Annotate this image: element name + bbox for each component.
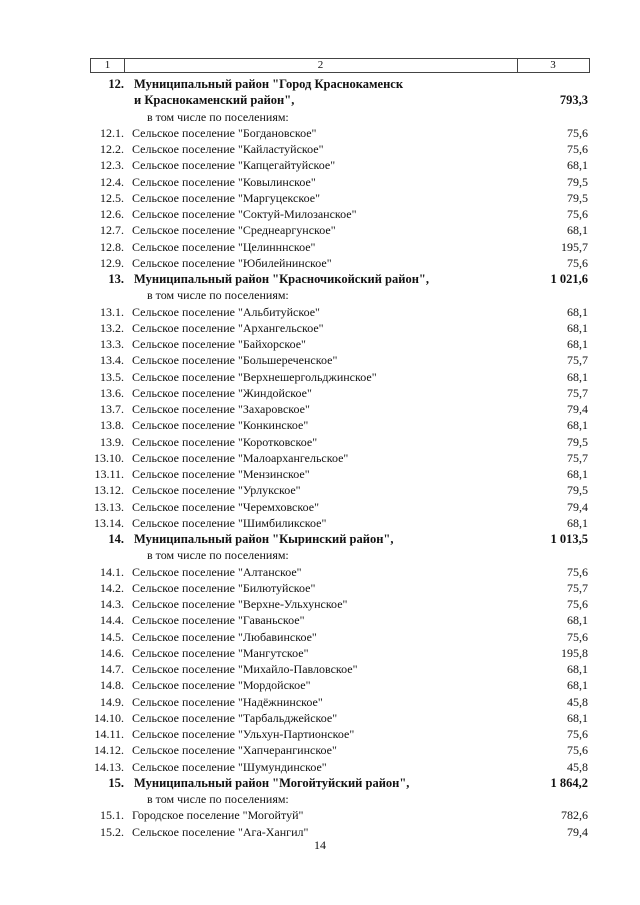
row-value: 782,6 xyxy=(561,808,588,823)
row-value: 75,6 xyxy=(567,564,588,579)
row-number: 13.11. xyxy=(94,467,124,481)
row-value: 79,5 xyxy=(567,190,588,205)
row-value: 75,6 xyxy=(567,743,588,758)
settlement-row xyxy=(0,401,640,417)
row-number: 14.9. xyxy=(100,694,124,709)
row-name: Сельское поселение "Конкинское" xyxy=(132,418,309,433)
row-value: 68,1 xyxy=(567,710,588,725)
row-name: Сельское поселение "Шимбиликское" xyxy=(132,515,327,530)
settlement-row xyxy=(0,629,640,645)
row-number: 14.6. xyxy=(100,645,124,660)
settlement-row xyxy=(0,677,640,693)
row-name: Городское поселение "Могойтуй" xyxy=(132,808,304,823)
row-number: 13.8. xyxy=(100,418,124,433)
row-number: 14.5. xyxy=(100,629,124,644)
row-name: Сельское поселение "Альбитуйское" xyxy=(132,304,320,319)
settlement-row xyxy=(0,141,640,157)
row-number: 13.9. xyxy=(100,434,124,449)
row-name: Сельское поселение "Черемховское" xyxy=(132,499,319,514)
row-name: Сельское поселение "Алтанское" xyxy=(132,564,302,579)
row-value: 1 013,5 xyxy=(550,532,588,546)
row-name: в том числе по поселениям: xyxy=(147,792,289,806)
settlement-row xyxy=(0,450,640,466)
row-number: 15.2. xyxy=(100,824,124,839)
row-name: Сельское поселение "Среднеаргунское" xyxy=(132,223,336,238)
settlement-row xyxy=(0,125,640,141)
row-number: 13.10. xyxy=(94,450,124,465)
settlement-row xyxy=(0,157,640,173)
row-number: 13.14. xyxy=(94,515,124,530)
row-number: 12.5. xyxy=(100,190,124,205)
header-column-1: 1 xyxy=(91,59,125,72)
row-number: 13. xyxy=(108,272,124,286)
row-number: 14.12. xyxy=(94,743,124,758)
row-value: 75,6 xyxy=(567,142,588,156)
subheading-row xyxy=(0,287,640,303)
row-name: Сельское поселение "Архангельское" xyxy=(132,320,324,335)
row-value: 195,8 xyxy=(561,645,588,660)
settlement-row xyxy=(0,369,640,385)
row-name: Сельское поселение "Жиндойское" xyxy=(132,385,312,400)
row-number: 13.2. xyxy=(100,320,124,335)
row-value: 195,7 xyxy=(561,239,588,254)
row-number: 13.6. xyxy=(100,385,124,400)
header-column-3: 3 xyxy=(550,59,556,71)
row-number: 12.9. xyxy=(100,255,124,270)
row-name: Сельское поселение "Капцегайтуйское" xyxy=(132,158,336,173)
row-name: Сельское поселение "Урлукское" xyxy=(132,483,301,498)
row-number: 13.7. xyxy=(100,402,124,416)
row-number: 14.8. xyxy=(100,678,124,693)
row-name: в том числе по поселениям: xyxy=(147,109,289,124)
settlement-row xyxy=(0,352,640,368)
row-name: Сельское поселение "Малоархангельское" xyxy=(132,450,349,465)
row-name: Сельское поселение "Мордойское" xyxy=(132,678,311,693)
row-name: Сельское поселение "Коротковское" xyxy=(132,434,318,449)
row-number: 12.7. xyxy=(100,223,124,238)
settlement-row xyxy=(0,515,640,531)
row-value: 75,6 xyxy=(567,125,588,140)
row-name: Сельское поселение "Михайло-Павловское" xyxy=(132,662,358,676)
settlement-row xyxy=(0,174,640,190)
row-value: 75,6 xyxy=(567,629,588,644)
row-name: Сельское поселение "Соктуй-Милозанское" xyxy=(132,207,357,221)
row-name: Сельское поселение "Мангутское" xyxy=(132,645,309,660)
page-number: 14 xyxy=(314,838,326,852)
settlement-row xyxy=(0,320,640,336)
row-value: 793,3 xyxy=(559,93,588,108)
district-row xyxy=(0,92,640,108)
row-value: 75,7 xyxy=(567,450,588,465)
row-value: 68,1 xyxy=(567,337,588,351)
row-name: Сельское поселение "Шумундинское" xyxy=(132,759,327,774)
settlement-row xyxy=(0,385,640,401)
row-value: 75,7 xyxy=(567,580,588,595)
row-name: Муниципальный район "Город Краснокаменск xyxy=(134,77,404,91)
settlement-row xyxy=(0,466,640,482)
settlement-row xyxy=(0,759,640,775)
header-column-2: 2 xyxy=(124,59,518,72)
settlement-row xyxy=(0,222,640,238)
row-number: 13.5. xyxy=(100,369,124,384)
row-number: 14.11. xyxy=(94,727,124,741)
settlement-row xyxy=(0,239,640,255)
district-row xyxy=(0,531,640,547)
district-row xyxy=(0,271,640,287)
row-value: 79,5 xyxy=(567,434,588,449)
row-name: Сельское поселение "Юбилейнинское" xyxy=(132,255,332,270)
row-value: 1 864,2 xyxy=(550,775,588,790)
settlement-row xyxy=(0,304,640,320)
row-name: Сельское поселение "Любавинское" xyxy=(132,629,317,644)
settlement-row xyxy=(0,190,640,206)
row-name: в том числе по поселениям: xyxy=(147,288,289,303)
row-value: 1 021,6 xyxy=(550,272,588,286)
row-number: 14. xyxy=(108,532,124,546)
row-value: 68,1 xyxy=(567,369,588,384)
row-number: 14.2. xyxy=(100,580,124,595)
settlement-row xyxy=(0,499,640,515)
settlement-row xyxy=(0,206,640,222)
row-value: 68,1 xyxy=(567,515,588,530)
row-number: 12.1. xyxy=(100,125,124,140)
row-number: 14.13. xyxy=(94,759,124,774)
district-row xyxy=(0,76,640,92)
row-number: 14.3. xyxy=(100,597,124,611)
row-name: Сельское поселение "Мензинское" xyxy=(132,467,310,481)
row-name: Муниципальный район "Могойтуйский район", xyxy=(134,775,410,790)
row-name: Сельское поселение "Гаваньское" xyxy=(132,613,305,628)
settlement-row xyxy=(0,645,640,661)
row-number: 15. xyxy=(108,775,124,790)
row-name: Сельское поселение "Целинннское" xyxy=(132,239,316,254)
settlement-row xyxy=(0,596,640,612)
settlement-row xyxy=(0,807,640,823)
row-name: и Краснокаменский район", xyxy=(134,93,295,108)
row-value: 75,7 xyxy=(567,385,588,400)
row-value: 68,1 xyxy=(567,678,588,693)
row-number: 14.4. xyxy=(100,613,124,628)
row-number: 13.12. xyxy=(94,483,124,498)
row-number: 13.13. xyxy=(94,499,124,514)
row-number: 12.3. xyxy=(100,158,124,173)
row-value: 45,8 xyxy=(567,694,588,709)
row-value: 75,6 xyxy=(567,207,588,221)
row-value: 79,5 xyxy=(567,483,588,498)
row-value: 75,6 xyxy=(567,727,588,741)
settlement-row xyxy=(0,742,640,758)
settlement-row xyxy=(0,255,640,271)
row-number: 12.2. xyxy=(100,142,124,156)
row-value: 79,4 xyxy=(567,824,588,839)
row-value: 68,1 xyxy=(567,467,588,481)
row-name: Сельское поселение "Верхнешергольджинское" xyxy=(132,369,377,384)
row-name: Сельское поселение "Билютуйское" xyxy=(132,580,316,595)
table-header xyxy=(90,58,590,73)
row-value: 68,1 xyxy=(567,613,588,628)
row-name: Сельское поселение "Надёжнинское" xyxy=(132,694,323,709)
row-number: 14.1. xyxy=(100,564,124,579)
settlement-row xyxy=(0,580,640,596)
settlement-row xyxy=(0,661,640,677)
row-value: 68,1 xyxy=(567,304,588,319)
subheading-row xyxy=(0,109,640,125)
settlement-row xyxy=(0,336,640,352)
row-name: Сельское поселение "Кайластуйское" xyxy=(132,142,324,156)
row-name: Сельское поселение "Ульхун-Партионское" xyxy=(132,727,355,741)
table-body xyxy=(0,76,640,840)
subheading-row xyxy=(0,547,640,563)
district-row xyxy=(0,775,640,791)
row-value: 68,1 xyxy=(567,418,588,433)
row-value: 79,4 xyxy=(567,402,588,416)
row-name: Сельское поселение "Ковылинское" xyxy=(132,174,316,189)
row-number: 12. xyxy=(108,77,124,91)
row-value: 79,4 xyxy=(567,499,588,514)
settlement-row xyxy=(0,612,640,628)
subheading-row xyxy=(0,791,640,807)
row-name: Сельское поселение "Богдановское" xyxy=(132,125,317,140)
row-name: Муниципальный район "Кыринский район", xyxy=(134,532,394,546)
row-name: Сельское поселение "Большереченское" xyxy=(132,353,338,368)
row-number: 12.4. xyxy=(100,174,124,189)
row-number: 13.3. xyxy=(100,337,124,351)
row-number: 13.4. xyxy=(100,353,124,368)
settlement-row xyxy=(0,434,640,450)
settlement-row xyxy=(0,694,640,710)
row-name: Сельское поселение "Хапчерангинское" xyxy=(132,743,337,758)
row-value: 75,7 xyxy=(567,353,588,368)
row-value: 79,5 xyxy=(567,174,588,189)
row-number: 14.7. xyxy=(100,662,124,676)
row-name: Сельское поселение "Маргуцекское" xyxy=(132,190,320,205)
settlement-row xyxy=(0,726,640,742)
row-number: 14.10. xyxy=(94,710,124,725)
row-number: 12.6. xyxy=(100,207,124,221)
row-value: 68,1 xyxy=(567,662,588,676)
row-name: Сельское поселение "Верхне-Ульхунское" xyxy=(132,597,348,611)
row-name: Сельское поселение "Захаровское" xyxy=(132,402,310,416)
row-value: 68,1 xyxy=(567,223,588,238)
row-name: Сельское поселение "Тарбальджейское" xyxy=(132,710,338,725)
row-name: Муниципальный район "Красночикойский район", xyxy=(134,272,429,286)
row-name: Сельское поселение "Байхорское" xyxy=(132,337,306,351)
row-value: 68,1 xyxy=(567,158,588,173)
row-value: 75,6 xyxy=(567,255,588,270)
row-value: 68,1 xyxy=(567,320,588,335)
settlement-row xyxy=(0,710,640,726)
row-value: 75,6 xyxy=(567,597,588,611)
row-value: 45,8 xyxy=(567,759,588,774)
row-number: 15.1. xyxy=(100,808,124,823)
settlement-row xyxy=(0,482,640,498)
row-number: 13.1. xyxy=(100,304,124,319)
row-name: Сельское поселение "Ага-Хангил" xyxy=(132,824,309,839)
row-name: в том числе по поселениям: xyxy=(147,548,289,563)
settlement-row xyxy=(0,417,640,433)
row-number: 12.8. xyxy=(100,239,124,254)
settlement-row xyxy=(0,564,640,580)
